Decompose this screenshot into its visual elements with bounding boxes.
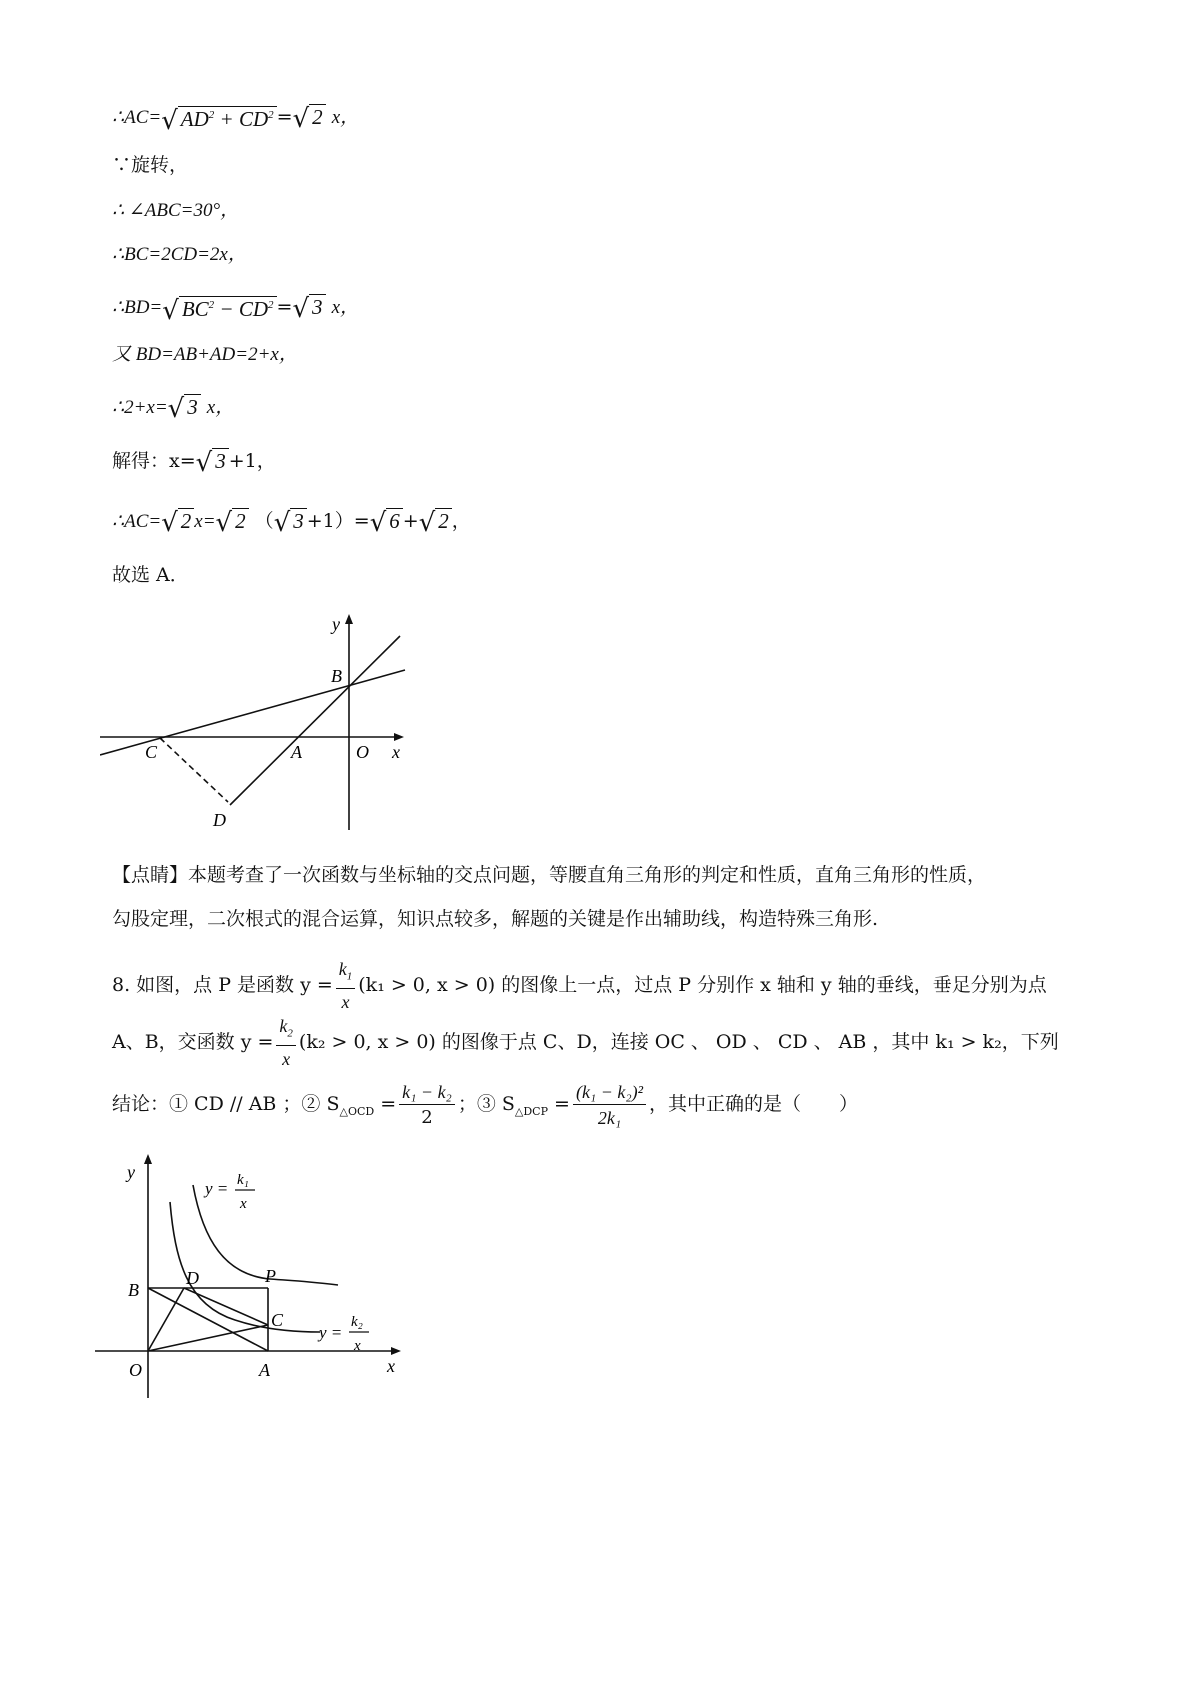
step-bc: ∴BC=2CD=2x， (112, 244, 247, 265)
operator: + (402, 510, 419, 532)
radicand: 3 (184, 394, 201, 419)
step-mid: x= (194, 511, 216, 532)
radicand: 6 (386, 508, 403, 533)
step-lead: ∴AC= (112, 107, 162, 128)
segment-cd (184, 1288, 268, 1325)
rad-term-a: AD (180, 107, 209, 131)
frac-numerator: k (338, 958, 347, 979)
step-tail: x， (206, 397, 235, 418)
radicand: 2 (435, 508, 452, 533)
line-ab (230, 636, 400, 805)
radical: √ 2 (161, 506, 194, 538)
x-label: x (392, 742, 400, 762)
figure-linear-functions (100, 610, 430, 840)
curve-k1-denominator: x (240, 1196, 247, 1212)
rad-term-b: CD (238, 107, 269, 131)
curve-k1-numerator: k₁ (237, 1172, 249, 1188)
exponent: 2 (208, 109, 215, 121)
x-arrow-icon (394, 733, 404, 741)
step-lead: ∴2+x= (112, 397, 168, 418)
subscript: 2 (287, 1027, 293, 1040)
curve-k2-denominator: x (354, 1338, 361, 1354)
step-solve (112, 446, 276, 478)
radical: √ 2 (216, 506, 249, 538)
point-d-label: D (213, 810, 226, 830)
line-cd-dashed (160, 738, 228, 802)
radical: √ 2 (293, 102, 326, 134)
q8-text-b: ；③ S (457, 1093, 515, 1115)
operator: − (214, 297, 239, 321)
question-8-line-1 (112, 955, 1047, 1015)
fraction-dcp (573, 1080, 646, 1131)
subscript: △OCD (339, 1104, 375, 1118)
step-lead: 解得：x= (112, 450, 196, 472)
q8-text-a: 结论：① CD // AB ；② S (112, 1093, 340, 1115)
y-label: y (332, 614, 340, 634)
radicand: 3 (212, 448, 229, 473)
subscript: 1 (346, 970, 353, 983)
step-bd-pythagoras (112, 290, 359, 326)
radicand: 3 (309, 294, 326, 319)
operator: + (214, 107, 239, 131)
point-a-label: A (291, 742, 302, 762)
y-arrow-icon (345, 614, 353, 624)
radical: √ 3 (292, 292, 325, 324)
curve-k2-label: y = (319, 1323, 343, 1342)
y-label: y (127, 1162, 135, 1182)
frac-numerator: k₁ − k₂ (399, 1080, 455, 1105)
exponent: 2 (268, 299, 274, 311)
radical: √ $AD^2 + CD^2$ (161, 100, 276, 136)
comment-line-2: 勾股定理，二次根式的混合运算，知识点较多，解题的关键是作出辅助线，构造特殊三角形. (112, 908, 879, 930)
rad-term-a: BC (181, 297, 209, 321)
q8-text-a: A、B，交函数 y = (112, 1031, 274, 1053)
step-lead: ∴BD= (112, 297, 163, 318)
point-c-label: C (145, 742, 158, 762)
rad-term-b: CD (238, 297, 269, 321)
radicand: 2 (309, 104, 326, 129)
curve-k2-numerator: k₂ (351, 1314, 363, 1330)
step-tail: x， (331, 297, 360, 318)
radical: √ 3 (196, 446, 229, 478)
step-tail: ， (451, 510, 471, 532)
point-p-label: P (265, 1266, 276, 1286)
radical: √ 3 (168, 392, 201, 424)
fraction-k2-x (276, 1014, 296, 1073)
q8-text-b: (k₂ > 0, x > 0) 的图像于点 C、D，连接 OC 、 OD 、 CD 、 AB ，其中 k₁ > k₂，下列 (298, 1031, 1059, 1053)
radicand: 2 (178, 508, 195, 533)
exponent: 2 (208, 299, 215, 311)
x-arrow-icon (391, 1347, 401, 1355)
equals: = (276, 106, 293, 128)
frac-denominator: x (341, 992, 350, 1013)
radicand: 2 (232, 508, 249, 533)
step-answer: 故选 A． (112, 564, 189, 586)
q8-text-c: ，其中正确的是（ ） (648, 1093, 858, 1115)
subscript: △DCP (514, 1104, 548, 1118)
curve-k2 (170, 1202, 320, 1332)
fraction-k1-x (336, 957, 356, 1016)
point-c-label: C (271, 1310, 284, 1330)
point-b-label: B (331, 666, 342, 686)
step-ac-result (112, 506, 471, 538)
step-ac-pythagoras (112, 100, 359, 136)
radicand: 3 (290, 508, 307, 533)
frac-denominator: x (282, 1049, 291, 1070)
x-label: x (387, 1356, 395, 1376)
point-a-label: A (259, 1360, 270, 1380)
comment-line-1: 【点睛】本题考查了一次函数与坐标轴的交点问题，等腰直角三角形的判定和性质，直角三角形的性质， (112, 864, 987, 886)
radical: √ 6 (370, 506, 403, 538)
question-8-line-2 (112, 1012, 1059, 1072)
origin-label: O (129, 1360, 142, 1380)
step-tail: +1， (228, 450, 276, 472)
radical: √ 3 (274, 506, 307, 538)
step-equation (112, 392, 234, 424)
q8-text-b: (k₁ > 0, x > 0) 的图像上一点，过点 P 分别作 x 轴和 y 轴的垂线，垂足分别为点 (358, 974, 1047, 996)
comment-paragraph (112, 860, 986, 934)
step-mid: +1）= (306, 510, 370, 532)
radical: √ 2 (419, 506, 452, 538)
frac-denominator: 2 (421, 1106, 433, 1128)
figure-inverse-functions (95, 1150, 415, 1410)
curve-k1-label: y = (205, 1179, 229, 1198)
step-bd-sum: 又 BD=AB+AD=2+x， (112, 344, 298, 365)
frac-numerator: (k₁ − k₂)² (573, 1080, 646, 1105)
q8-text-a: 8. 如图，点 P 是函数 y = (112, 974, 333, 996)
step-angle: ∴ ∠ABC=30°， (112, 200, 240, 221)
point-d-label: D (186, 1268, 199, 1288)
segment-oc (148, 1325, 268, 1351)
exponent: 2 (268, 109, 274, 121)
point-b-label: B (128, 1280, 139, 1300)
radical: √ $BC^2 - CD^2$ (162, 290, 276, 326)
step-mid: （ (254, 510, 274, 532)
step-lead: ∴AC= (112, 511, 162, 532)
frac-numerator: k (279, 1015, 288, 1036)
frac-denominator: 2k₁ (597, 1107, 622, 1128)
fraction-ocd (399, 1080, 455, 1131)
origin-label: O (356, 742, 369, 762)
question-8-line-3: 结论：① CD // AB ；② $S_{\triangle OCD}$ = $\frac{\text{k₁ − k₂}}{2}$ ；③ $S_{\triangle DCP}$ = $\frac{\text{(k₁ − k₂)²}}{\text{2k₁}}$ ，其中正确的是（ ） (112, 1072, 858, 1144)
equals: = (276, 296, 293, 318)
y-arrow-icon (144, 1154, 152, 1164)
step-rotation: ∵旋转， (112, 154, 189, 176)
step-tail: x， (331, 107, 360, 128)
